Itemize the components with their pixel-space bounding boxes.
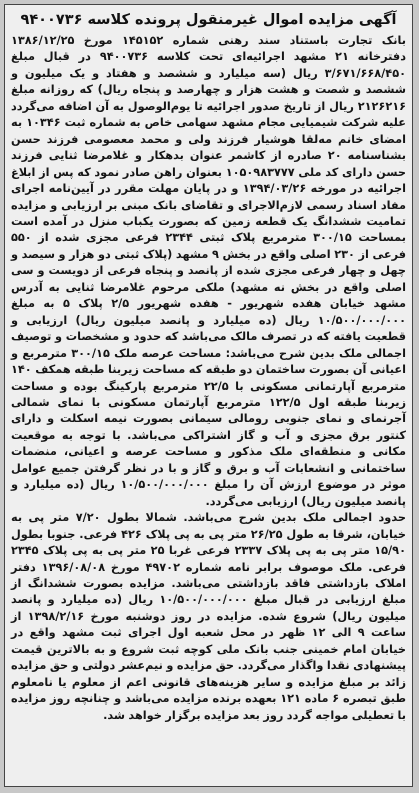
auction-notice [4,4,413,787]
notice-title: آگهی مزایده اموال غیرمنقول پرونده کلاسه ۹۴۰۰۷۳۶ [20,12,397,28]
notice-paragraph-boundaries: حدود اجمالی ملک بدین شرح می‌باشد. شمالا بطول ۷/۲۰ متر پی به خیابان، شرقا به طول ۲۶/۲۵ متر پی به پی پلاک ۴۲۶ فرعی. جنوبا بطول ۱۵/۹۰ متر پی به پی پلاک ۲۳۳۷ فرعی غربا ۲۵ متر پی به پی پلاک ۲۳۴۵ فرعی. ملک موصوف برابر نامه شماره ۴۹۷۰۲ مورخ ۱۳۹۶/۰۸/۰۸ دفتر املاک بازداشتی فاقد بازداشتی می‌باشد. مزایده بصورت ششدانگ از مبلغ ارزیابی در قبال مبلغ ۱۰/۵۰۰/۰۰۰/۰۰۰ ریال (ده میلیارد و پانصد میلیون ریال) شروع شده. مزایده در روز دوشنبه مورخ ۱۳۹۸/۲/۱۶ از ساعت ۹ الی ۱۲ ظهر در محل شعبه اول اجرای ثبت مشهد واقع در خیابان امام خمینی جنب بانک ملی کوچه ثبت شروع و به بالاترین قیمت پیشنهادی نقدا واگذار می‌گردد. حق مزایده و نیم‌عشر دولتی و حق مزایده زائد بر مبلغ مزایده و سایر هزینه‌های قانونی اعم از معلوم یا نامعلوم طبق تبصره ۶ ماده ۱۲۱ بعهده برنده مزایده می‌باشد و چنانچه روز مزایده با تعطیلی مواجه گردد روز بعد مزایده برگزار خواهد شد. [11,511,407,722]
notice-paragraph-main: بانک تجارت باستناد سند رهنی شماره ۱۴۵۱۵۲ مورخ ۱۳۸۶/۱۲/۲۵ دفترخانه ۲۱ مشهد اجرائیه‌ای تحت کلاسه ۹۴۰۰۷۳۶ در قبال مبلغ ۳/۶۷۱/۶۶۸/۴۵۰ ریال (سه میلیارد و ششصد و هفتاد و یک میلیون و ششصد و شصت و هشت هزار و چهارصد و پنجاه ریال) که روزانه مبلغ ۲۱۲۶۲۱۶ ریال از تاریخ صدور اجرائیه تا یوم‌الوصول به آن اضافه می‌گردد علیه شرکت شیمیایی مجام مشهد سهامی خاص به شماره ثبت ۱۰۳۴۶ به امضای خانم مه‌لقا هوشیار فرزند ولی و محمد معصومی فرزند حسن بشناسنامه ۲۰ صادره از کاشمر عنوان بدهکار و غلامرضا ثنایی فرزند حسن دارای کد ملی ۱۰۵۰۹۸۳۷۷۷ بعنوان راهن صادر نمود که پس از ابلاغ اجرائیه در مورخه ۱۳۹۴/۰۳/۲۶ و در پایان مهلت مقرر در آیین‌نامه اجرای مفاد اسناد رسمی لازم‌الاجرای و تقاضای بانک مبنی بر ارزیابی و مزایده تمامیت ششدانگ یک قطعه زمین که بصورت یکباب منزل در آمده است بمساحت ۳۰۰/۱۵ مترمربع پلاک ثبتی ۲۳۴۴ فرعی مجزی شده از ۵۵۰ فرعی از ۲۳۰ اصلی واقع در بخش ۹ مشهد (پلاک ثبتی دو هزار و سیصد و چهل و چهار فرعی مجزی شده از پانصد و پنجاه فرعی از دویست و سی اصلی واقع در بخش نه مشهد) ملکی مرحوم غلامرضا ثنایی به آدرس مشهد خیابان هفده شهریور - هفده شهریور ۲/۵ پلاک ۵ به مبلغ ۱۰/۵۰۰/۰۰۰/۰۰۰ ریال (ده میلیارد و پانصد میلیون ریال) ارزیابی و قطعیت یافته که در تصرف مالک می‌باشد که حدود و مشخصات و توصیف اجمالی ملک بدین شرح می‌باشد: مساحت عرصه ملک ۳۰۰/۱۵ مترمربع و اعیانی آن بصورت ساختمان دو طبقه که مساحت زیربنا طبقه همکف ۱۴۰ مترمربع آپارتمانی مسکونی با ۲۲/۵ مترمربع پارکینگ بوده و مساحت زیربنا طبقه اول ۱۲۲/۵ مترمربع آپارتمان مسکونی با نمای شمالی آجرنمای و نمای جنوبی رومالی سیمانی بصورت نیمه اسکلت و دارای کنتور برق مجزی و آب و گاز اشتراکی می‌باشد. با توجه به موقعیت مکانی و منطقه‌ای ملک مذکور و مساحت عرصه و اعیانی، منضمات ساختمانی و انشعابات آب و برق و گاز و با در نظر گرفتن جمیع عوامل موثر در موضوع ارزش آن را مبلغ ۱۰/۵۰۰/۰۰۰/۰۰۰ ریال (ده میلیارد و پانصد میلیون ریال) ارزیابی می‌گردد. [11,34,407,508]
